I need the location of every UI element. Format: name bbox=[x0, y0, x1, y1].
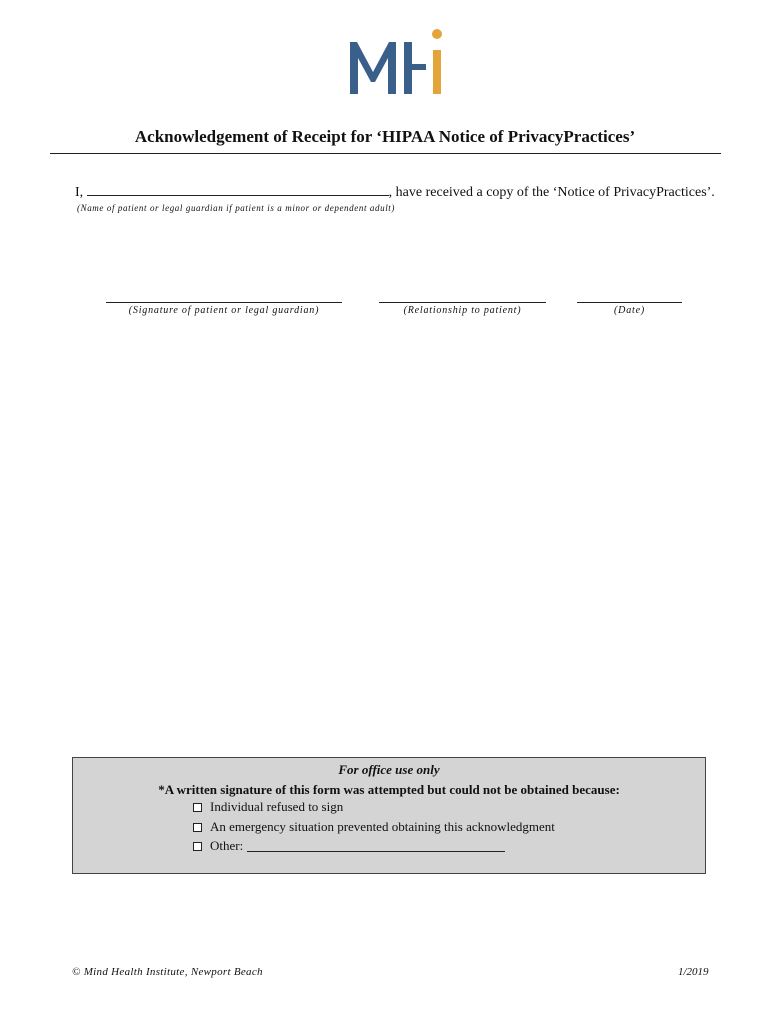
mhi-logo bbox=[348, 28, 444, 96]
office-use-title: For office use only bbox=[338, 762, 440, 777]
option-refused-label: Individual refused to sign bbox=[210, 799, 344, 814]
checkbox-emergency[interactable] bbox=[193, 823, 202, 832]
ack-prefix: I, bbox=[75, 185, 84, 200]
relationship-caption: (Relationship to patient) bbox=[403, 305, 522, 316]
logo-letter-i bbox=[433, 50, 441, 94]
date-field[interactable] bbox=[577, 302, 682, 303]
signature-field[interactable] bbox=[106, 302, 342, 303]
footer-copyright: © Mind Health Institute, Newport Beach bbox=[72, 966, 263, 978]
date-caption: (Date) bbox=[614, 305, 645, 316]
option-refused bbox=[193, 799, 343, 815]
office-use-box bbox=[72, 757, 706, 874]
office-use-reason: *A written signature of this form was attempted but could not be obtained because: bbox=[158, 782, 620, 797]
ack-suffix: , have received a copy of the ‘Notice of PrivacyPractices’. bbox=[388, 185, 715, 200]
signature-caption: (Signature of patient or legal guardian) bbox=[128, 305, 320, 316]
logo-letter-m bbox=[350, 42, 396, 94]
option-emergency bbox=[193, 819, 555, 835]
logo-letter-h bbox=[404, 42, 426, 94]
document-title: Acknowledgement of Receipt for ‘HIPAA Notice of PrivacyPractices’ bbox=[134, 127, 636, 146]
other-reason-field[interactable] bbox=[247, 840, 505, 852]
footer-date: 1/2019 bbox=[678, 966, 709, 978]
patient-name-field[interactable] bbox=[87, 183, 389, 196]
option-other bbox=[193, 838, 505, 854]
checkbox-refused[interactable] bbox=[193, 803, 202, 812]
patient-name-hint: (Name of patient or legal guardian if patient is a minor or dependent adult) bbox=[77, 203, 395, 213]
title-divider bbox=[50, 153, 721, 154]
option-emergency-label: An emergency situation prevented obtaining this acknowledgment bbox=[210, 819, 555, 834]
checkbox-other[interactable] bbox=[193, 842, 202, 851]
logo-dot bbox=[432, 29, 442, 39]
acknowledgement-line bbox=[75, 183, 715, 201]
relationship-field[interactable] bbox=[379, 302, 546, 303]
option-other-label: Other: bbox=[210, 838, 244, 853]
